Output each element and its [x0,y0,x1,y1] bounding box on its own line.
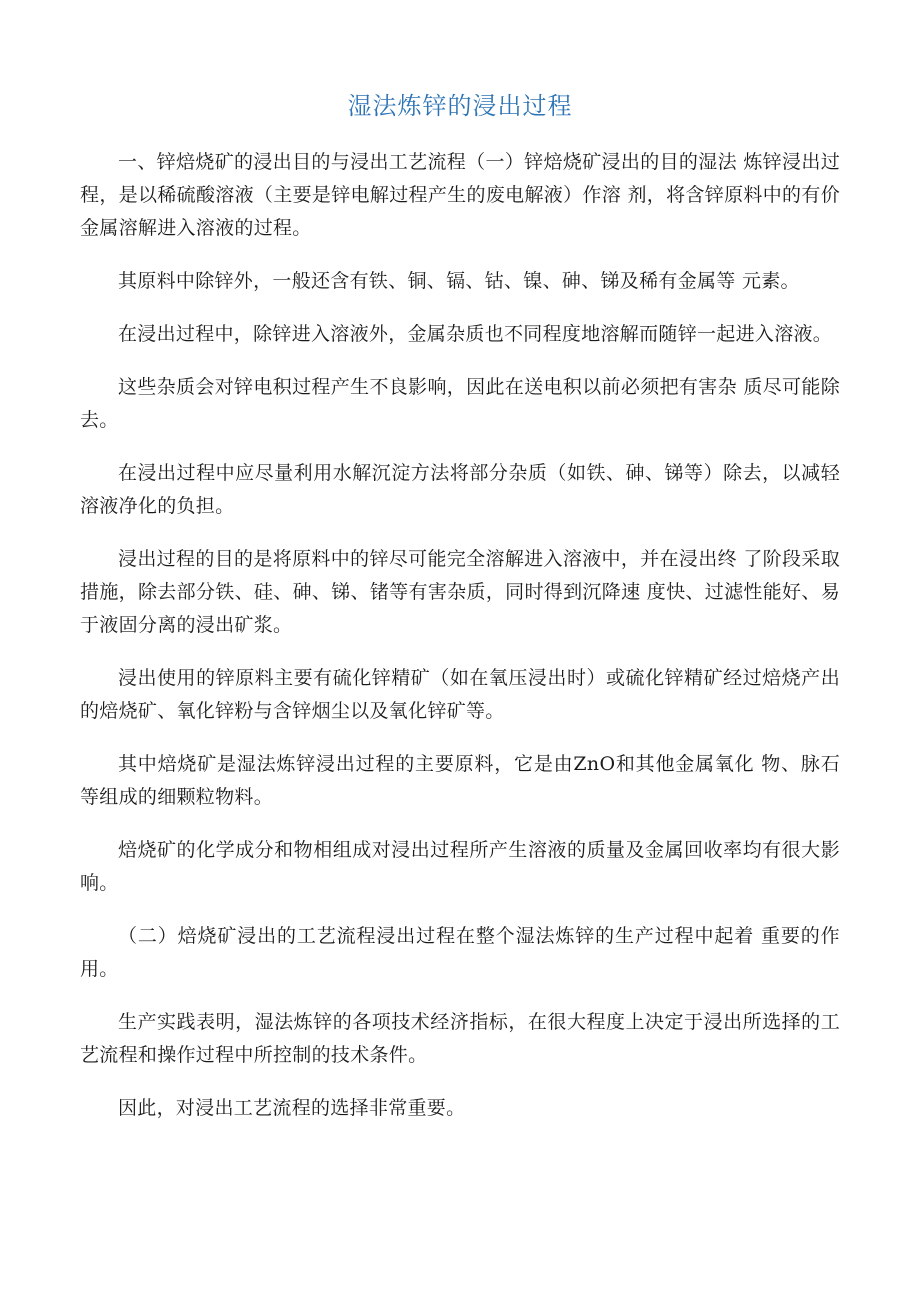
document-title: 湿法炼锌的浸出过程 [347,92,573,120]
paragraph-9: 焙烧矿的化学成分和物相组成对浸出过程所产生溶液的质量及金属回收率均有很大影响。 [80,839,840,894]
paragraph-5: 在浸出过程中应尽量利用水解沉淀方法将部分杂质（如铁、砷、锑等）除去，以减轻溶液净化的负担。 [80,462,840,517]
paragraph-1: 一、锌焙烧矿的浸出目的与浸出工艺流程（一）锌焙烧矿浸出的目的湿法 炼锌浸出过程，是以稀硫酸溶液（主要是锌电解过程产生的废电解液）作溶 剂，将含锌原料中的有价金属溶解进入溶液的过程。 [80,151,840,239]
paragraph-7: 浸出使用的锌原料主要有硫化锌精矿（如在氧压浸出时）或硫化锌精矿经过焙烧产出的焙烧矿、氧化锌粉与含锌烟尘以及氧化锌矿等。 [80,667,840,722]
document-body [80,146,840,1145]
paragraph-4: 这些杂质会对锌电积过程产生不良影响，因此在送电积以前必须把有害杂 质尽可能除去。 [80,376,840,431]
paragraph-2: 其原料中除锌外，一般还含有铁、铜、镉、钴、镍、砷、锑及稀有金属等 元素。 [118,270,800,292]
paragraph-6: 浸出过程的目的是将原料中的锌尽可能完全溶解进入溶液中，并在浸出终 了阶段采取措施，除去部分铁、硅、砷、锑、锗等有害杂质，同时得到沉降速 度快、过滤性能好、易于液固分离的浸出矿浆。 [80,548,840,636]
paragraph-12: 因此，对浸出工艺流程的选择非常重要。 [118,1097,466,1119]
paragraph-3: 在浸出过程中，除锌进入溶液外，金属杂质也不同程度地溶解而随锌一起进入溶液。 [118,323,833,345]
paragraph-8: 其中焙烧矿是湿法炼锌浸出过程的主要原料，它是由ZnO和其他金属氧化 物、脉石等组成的细颗粒物料。 [80,753,840,808]
paragraph-11: 生产实践表明，湿法炼锌的各项技术经济指标，在很大程度上决定于浸出所选择的工艺流程和操作过程中所控制的技术条件。 [80,1011,840,1066]
paragraph-10: （二）焙烧矿浸出的工艺流程浸出过程在整个湿法炼锌的生产过程中起着 重要的作用。 [80,925,840,980]
